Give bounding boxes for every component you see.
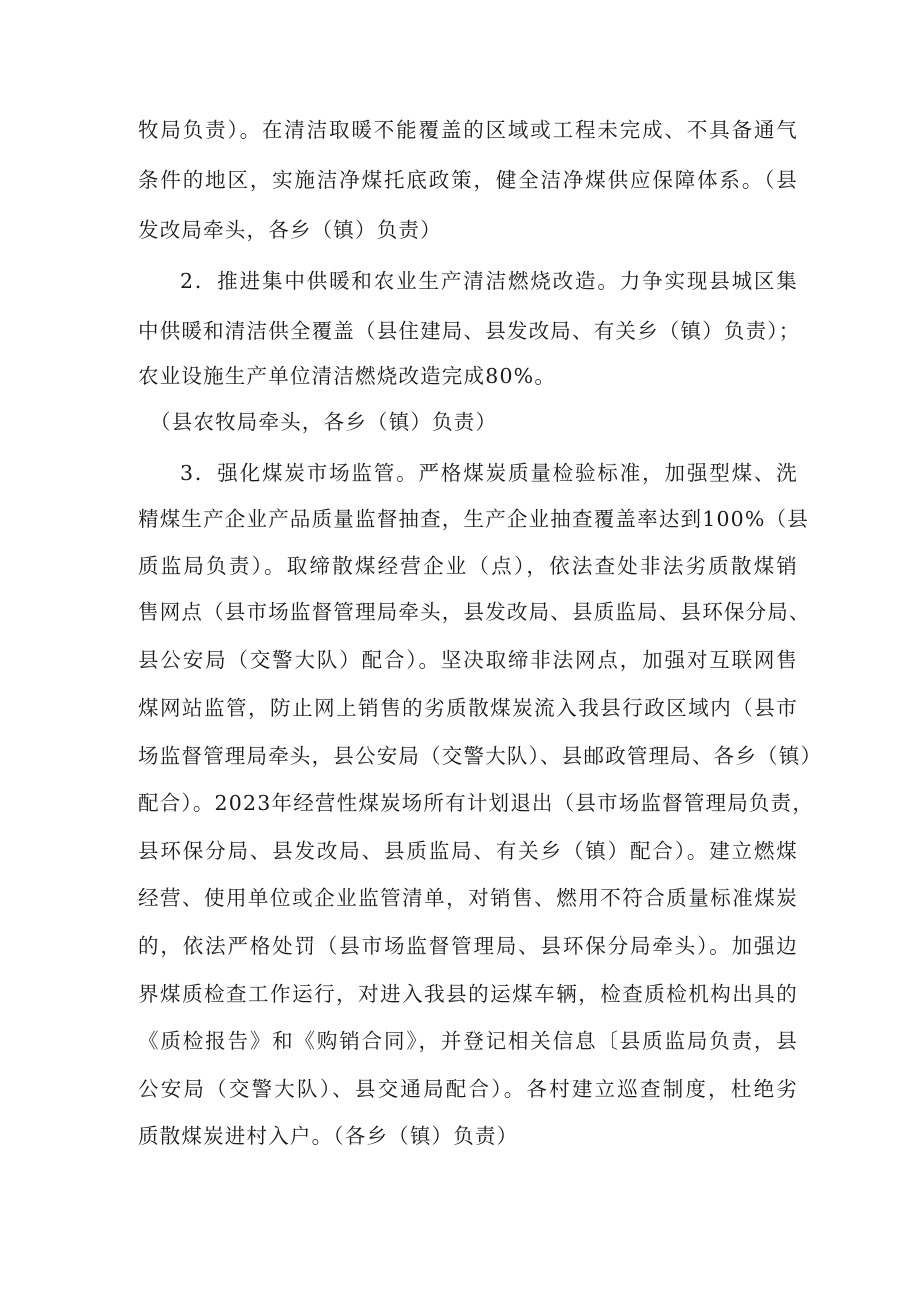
text-line: 《质检报告》和《购销合同》，并登记相关信息〔县质监局负责，县: [138, 1029, 798, 1053]
text-line: 县公安局（交警大队）配合）。坚决取缔非法网点，加强对互联网售: [138, 648, 798, 672]
text-line: 质散煤炭进村入户。（各乡（镇）负责）: [138, 1124, 519, 1148]
text-line: 3．强化煤炭市场监管。严格煤炭质量检验标准，加强型煤、洗: [180, 461, 798, 485]
text-line: 质监局负责）。取缔散煤经营企业（点），依法查处非法劣质散煤销: [138, 554, 798, 578]
text-line: 牧局负责）。在清洁取暖不能覆盖的区域或工程未完成、不具备通气: [138, 118, 798, 142]
text-line: 的，依法严格处罚（县市场监督管理局、县环保分局牵头）。加强边: [138, 934, 798, 958]
text-line: 煤网站监管，防止网上销售的劣质散煤炭流入我县行政区域内（县市: [138, 696, 798, 720]
text-line: 场监督管理局牵头，县公安局（交警大队）、县邮政管理局、各乡（镇）: [138, 744, 823, 768]
text-line: 县环保分局、县发改局、县质监局、有关乡（镇）配合）。建立燃煤: [138, 839, 798, 863]
text-line: 条件的地区，实施洁净煤托底政策，健全洁净煤供应保障体系。（县: [138, 168, 798, 192]
text-line: 精煤生产企业产品质量监督抽查，生产企业抽查覆盖率达到100%（县: [138, 507, 810, 531]
text-line: 公安局（交警大队）、县交通局配合）。各村建立巡查制度，杜绝劣: [138, 1077, 798, 1101]
text-line: 中供暖和清洁供全覆盖（县住建局、县发改局、有关乡（镇）负责）；: [138, 319, 801, 343]
text-line: 农业设施生产单位清洁燃烧改造完成80%。: [138, 364, 557, 388]
text-line: 配合）。2023年经营性煤炭场所有计划退出（县市场监督管理局负责，: [138, 791, 815, 815]
text-line: （县农牧局牵头，各乡（镇）负责）: [150, 410, 498, 434]
text-line: 2．推进集中供暖和农业生产清洁燃烧改造。力争实现县城区集: [180, 269, 798, 293]
text-line: 经营、使用单位或企业监管清单，对销售、燃用不符合质量标准煤炭: [138, 886, 798, 910]
text-line: 发改局牵头，各乡（镇）负责）: [138, 218, 442, 242]
text-line: 售网点（县市场监督管理局牵头，县发改局、县质监局、县环保分局、: [138, 600, 811, 624]
text-line: 界煤质检查工作运行，对进入我县的运煤车辆，检查质检机构出具的: [138, 982, 798, 1006]
